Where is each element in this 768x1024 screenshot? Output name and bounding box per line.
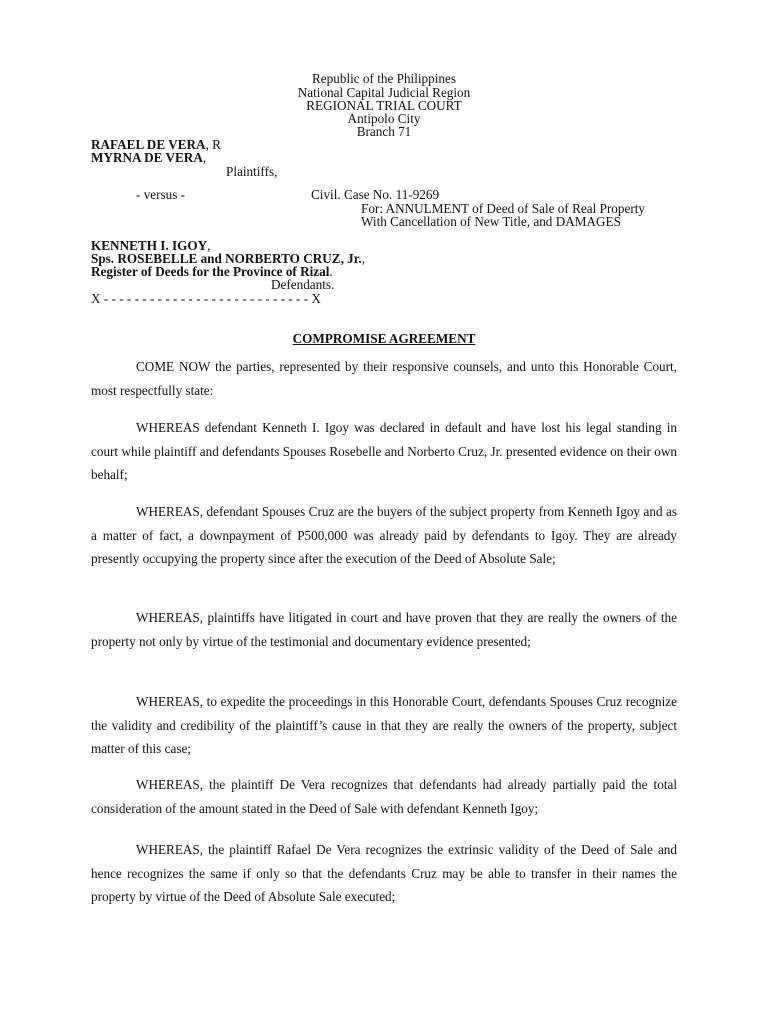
defendant-3: Register of Deeds for the Province of Rizal. (91, 264, 333, 279)
plaintiff-1: RAFAEL DE VERA, R (91, 137, 221, 152)
paragraph-7: WHEREAS, the plaintiff Rafael De Vera recognizes the extrinsic validity of the Deed of Sale and hence recognizes the same if only so that the defendants Cruz may be able to transfer in their names the property by virtue of the Deed of Absolute Sale executed; (91, 842, 677, 904)
paragraph-1: COME NOW the parties, represented by their responsive counsels, and unto this Honorable Court, most respectfully state: (91, 359, 677, 398)
defendants-label: Defendants. (271, 277, 335, 292)
plaintiffs-label: Plaintiffs, (226, 164, 278, 179)
header-line-region: National Capital Judicial Region (297, 85, 471, 100)
defendant-1: KENNETH I. IGOY, (91, 238, 211, 253)
header-line-branch: Branch 71 (356, 124, 412, 139)
caption-separator: X - - - - - - - - - - - - - - - - - - - - - - - - - - - X (91, 291, 321, 306)
paragraph-4: WHEREAS, plaintiffs have litigated in court and have proven that they are really the owners of the property not only by virtue of the testimonial and documentary evidence presented; (91, 610, 677, 649)
case-nature-line-1: For: ANNULMENT of Deed of Sale of Real Property (361, 201, 645, 216)
document-title: COMPROMISE AGREEMENT (292, 331, 476, 346)
plaintiff-2: MYRNA DE VERA, (91, 150, 207, 165)
case-number: Civil. Case No. 11-9269 (311, 187, 440, 202)
header-line-court: REGIONAL TRIAL COURT (306, 98, 462, 113)
defendant-2: Sps. ROSEBELLE and NORBERTO CRUZ, Jr., (91, 251, 365, 266)
header-line-republic: Republic of the Philippines (312, 71, 456, 86)
paragraph-6: WHEREAS, the plaintiff De Vera recognizes that defendants had already partially paid the total consideration of the amount stated in the Deed of Sale with defendant Kenneth Igoy; (91, 777, 677, 816)
case-nature-line-2: With Cancellation of New Title, and DAMAGES (361, 214, 621, 229)
header-line-city: Antipolo City (347, 111, 421, 126)
paragraph-5: WHEREAS, to expedite the proceedings in this Honorable Court, defendants Spouses Cruz recognize the validity and credibility of the plaintiff’s cause in that they are really the owners of the property, subject matter of this case; (91, 694, 677, 756)
versus-label: - versus - (136, 187, 186, 202)
paragraph-3: WHEREAS, defendant Spouses Cruz are the buyers of the subject property from Kenneth Igoy and as a matter of fact, a downpayment of P500,000 was already paid by defendants to Igoy. They are already presently occupying the property since after the execution of the Deed of Absolute Sale; (91, 504, 677, 566)
paragraph-2: WHEREAS defendant Kenneth I. Igoy was declared in default and have lost his legal standing in court while plaintiff and defendants Spouses Rosebelle and Norberto Cruz, Jr. presented evidence on their own behalf; (91, 420, 677, 482)
